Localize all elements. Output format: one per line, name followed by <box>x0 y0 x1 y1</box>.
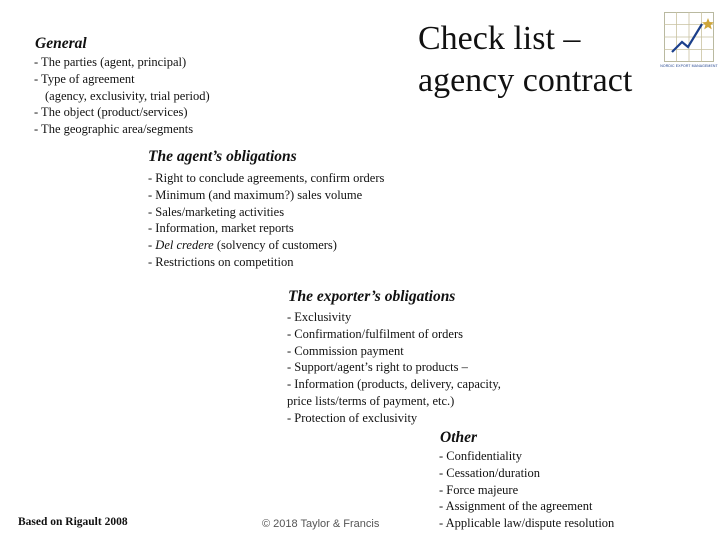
list-item: - Confirmation/fulfilment of orders <box>287 326 464 341</box>
list-item: - Information (products, delivery, capacity, <box>287 377 501 392</box>
agent-obligations-heading: The agent’s obligations <box>148 148 297 165</box>
general-list <box>34 54 210 138</box>
other-heading: Other <box>440 429 478 446</box>
copyright-notice: © 2018 Taylor & Francis <box>262 518 380 530</box>
general-heading: General <box>35 35 87 52</box>
list-item: - Commission payment <box>287 343 404 358</box>
del-credere-rest: (solvency of customers) <box>213 238 337 253</box>
list-item: - Information, market reports <box>148 221 294 236</box>
logo-caption: NORDIC EXPORT MANAGEMENT <box>660 64 718 68</box>
list-item: - Right to conclude agreements, confirm orders <box>148 171 385 185</box>
list-item: - The object (product/services) <box>34 105 188 120</box>
growth-chart-icon <box>664 12 714 62</box>
list-item: - Cessation/duration <box>439 465 541 480</box>
list-item: - Force majeure <box>439 482 519 497</box>
list-item: - Assignment of the agreement <box>439 499 593 514</box>
list-item: - Confidentiality <box>439 449 522 463</box>
list-item: - The parties (agent, principal) <box>34 55 187 69</box>
exporter-obligations-list <box>287 309 501 427</box>
del-credere-prefix: - <box>148 238 156 253</box>
list-item: - Applicable law/dispute resolution <box>439 516 615 531</box>
slide-title-line-2: agency contract <box>418 62 633 99</box>
list-item: - Minimum (and maximum?) sales volume <box>148 187 363 202</box>
list-item: price lists/terms of payment, etc.) <box>287 393 455 408</box>
growth-chart-logo <box>664 12 714 62</box>
slide-title <box>418 18 632 102</box>
list-item: - Exclusivity <box>287 310 352 324</box>
source-note: Based on Rigault 2008 <box>18 516 128 528</box>
slide-title-line-1: Check list – <box>418 20 581 57</box>
exporter-obligations-heading: The exporter’s obligations <box>288 288 456 305</box>
list-item-del-credere <box>148 237 384 254</box>
list-item: - The geographic area/segments <box>34 122 194 137</box>
list-item: - Restrictions on competition <box>148 254 294 269</box>
list-item: - Type of agreement <box>34 71 135 86</box>
list-item: (agency, exclusivity, trial period) <box>45 88 210 103</box>
list-item: - Protection of exclusivity <box>287 410 418 425</box>
list-item: - Support/agent’s right to products – <box>287 360 468 375</box>
other-list <box>439 448 614 532</box>
list-item: - Sales/marketing activities <box>148 204 285 219</box>
del-credere-term: Del credere <box>155 238 214 253</box>
agent-obligations-list <box>148 170 384 271</box>
